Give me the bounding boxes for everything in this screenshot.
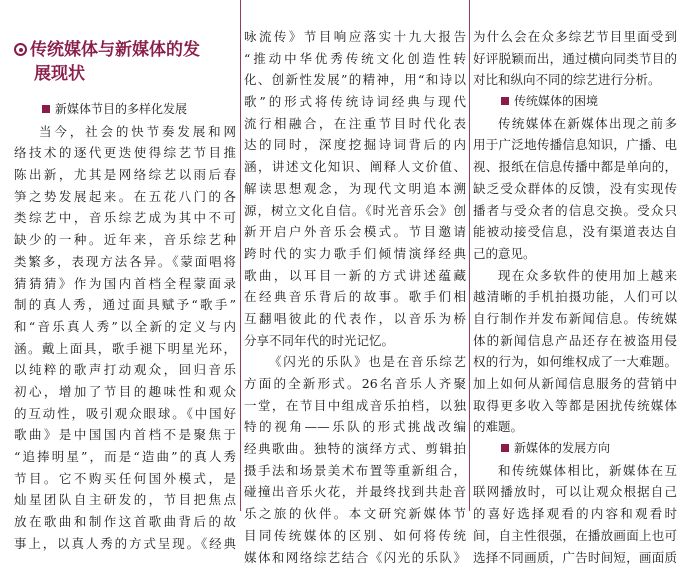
text-line: 联网播放时，可以让观众根据自己 — [473, 481, 677, 503]
text-line: 能被动接受信息，没有渠道表达自 — [473, 221, 677, 243]
column-divider — [240, 0, 241, 511]
text-line: 类综艺中，音乐综艺成为其中不可 — [14, 207, 236, 229]
text-line: 跨时代的实力歌手们倾情演绎经典 — [244, 243, 466, 265]
text-line: 以纯粹的歌声打动观众，回归音乐 — [14, 359, 236, 381]
text-line: 歌曲，以耳目一新的方式讲述蕴藏 — [244, 265, 466, 287]
text-line: 越清晰的手机拍摄功能，人们可以 — [473, 286, 677, 308]
text-line: 事上，以真人秀的方式呈现。《经典 — [14, 533, 236, 555]
square-bullet-icon — [501, 444, 509, 452]
text-line: 传统媒体在新媒体出现之前多 — [473, 113, 677, 135]
text-line: 视、报纸在信息传播中都是单向的， — [473, 156, 677, 178]
text-line: 在经典音乐背后的故事。歌手们相 — [244, 286, 466, 308]
text-line: 歌”的形式将传统诗词经典与现代 — [244, 91, 466, 113]
text-line: 取得更多收入等都是困扰传统媒体 — [473, 395, 677, 417]
section-title — [14, 38, 236, 86]
paragraph — [14, 121, 236, 555]
paragraph — [473, 460, 677, 568]
section-title-line-2: 展现状 — [34, 64, 85, 84]
text-line: 间，自主性很强，在播放画面上也可 — [473, 525, 677, 547]
text-line: 播者与受众者的信息交换。受众只 — [473, 200, 677, 222]
text-line: 分享不同年代的时光记忆。 — [244, 330, 466, 352]
paragraph — [473, 113, 677, 438]
column-3-body — [473, 26, 677, 568]
text-line: 体的新闻信息产品还存在被盗用侵 — [473, 330, 677, 352]
text-line: “追捧明星”，而是“造曲”的真人秀 — [14, 446, 236, 468]
subheading: 传统媒体的困境 — [473, 91, 677, 113]
text-line: 类繁多，表现方法各异。《蒙面唱将 — [14, 251, 236, 273]
text-line: 的喜好选择观看的内容和观看时 — [473, 503, 677, 525]
subheading: 新媒体的发展方向 — [473, 438, 677, 460]
text-line: 目同传统媒体的区别、如何将传统 — [244, 525, 466, 547]
text-line: 络技术的逐代更迭使得综艺节目推 — [14, 142, 236, 164]
text-line: 达的同时，深度挖掘诗词背后的内 — [244, 134, 466, 156]
text-line: 缺少的一种。近年来，音乐综艺种 — [14, 229, 236, 251]
text-line: 节目。它不购买任何国外模式，是 — [14, 468, 236, 490]
column-2-body — [244, 26, 466, 568]
text-line: 歌曲》是中国国内首档不是聚焦于 — [14, 424, 236, 446]
text-line: 摄手法和场景美术布置等重新组合， — [244, 460, 466, 482]
text-line: 己的意见。 — [473, 243, 677, 265]
text-line: 好评脱颖而出，通过横向同类节目的 — [473, 48, 677, 70]
text-line: 方面的全新形式。26名音乐人齐聚 — [244, 373, 466, 395]
text-line: 的互动性，吸引观众眼球。《中国好 — [14, 403, 236, 425]
text-line: 笋之势发展起来。在五花八门的各 — [14, 186, 236, 208]
text-line: 现在众多软件的使用加上越来 — [473, 265, 677, 287]
text-line: 涵。戴上面具，歌手褪下明星光环， — [14, 338, 236, 360]
text-line: 当今，社会的快节奏发展和网 — [14, 121, 236, 143]
text-line: 和“音乐真人秀”以全新的定义与内 — [14, 316, 236, 338]
text-line: 的难题。 — [473, 416, 677, 438]
square-bullet-icon — [501, 97, 509, 105]
text-line: 和传统媒体相比，新媒体在互 — [473, 460, 677, 482]
section-title-line-1: 传统媒体与新媒体的发 — [30, 40, 200, 60]
text-line: 陈出新，尤其是网络综艺以雨后春 — [14, 164, 236, 186]
paragraph — [244, 26, 466, 568]
text-line: 选择不同画质，广告时间短，画面质 — [473, 547, 677, 568]
text-line: 经典歌曲。独特的演绎方式、剪辑拍 — [244, 438, 466, 460]
text-line: 对比和纵向不同的综艺进行分析。 — [473, 69, 677, 91]
text-line: 咏流传》节目响应落实十九大报告 — [244, 26, 466, 48]
text-line: 互翻唱彼此的代表作，以音乐为桥 — [244, 308, 466, 330]
text-line: 《闪光的乐队》也是在音乐综艺 — [244, 351, 466, 373]
text-line: 解读思想观念，为现代文明追本溯 — [244, 178, 466, 200]
text-line: 一堂，在节目中组成音乐拍档，以独 — [244, 395, 466, 417]
bullet-circle-icon — [14, 43, 27, 56]
text-line: 新开启户外音乐会模式。节目邀请 — [244, 221, 466, 243]
paragraph — [473, 26, 677, 91]
column-1-body — [14, 99, 236, 554]
square-bullet-icon — [42, 105, 50, 113]
text-line: 用于广泛地传播信息知识，广播、电 — [473, 134, 677, 156]
text-line: 源，树立文化自信。《时光音乐会》创 — [244, 200, 466, 222]
text-line: 化、创新性发展”的精神，用“和诗以 — [244, 69, 466, 91]
text-line: 制的真人秀，通过面具赋予“歌手” — [14, 294, 236, 316]
text-line: 乐之旅的伙伴。本文研究新媒体节 — [244, 503, 466, 525]
text-line: 媒体和网络综艺结合《闪光的乐队》 — [244, 547, 466, 568]
text-line: 缺乏受众群体的反馈，没有实现传 — [473, 178, 677, 200]
text-line: 自行制作并发布新闻信息。传统媒 — [473, 308, 677, 330]
text-line: “推动中华优秀传统文化创造性转 — [244, 48, 466, 70]
text-line: 碰撞出音乐火花，并最终找到共赴音 — [244, 481, 466, 503]
subheading: 新媒体节目的多样化发展 — [14, 99, 236, 121]
text-line: 加上如何从新闻信息服务的营销中 — [473, 373, 677, 395]
text-line: 灿星团队自主研发的，节目把焦点 — [14, 489, 236, 511]
text-line: 权的行为，如何维权成了一大难题。 — [473, 351, 677, 373]
text-line: 猜猜猜》作为国内首档全程蒙面录 — [14, 273, 236, 295]
text-line: 初心，增加了节目的趣味性和观众 — [14, 381, 236, 403]
text-line: 为什么会在众多综艺节目里面受到 — [473, 26, 677, 48]
text-line: 放在歌曲和制作这首歌曲背后的故 — [14, 511, 236, 533]
text-line: 特的视角——乐队的形式挑战改编 — [244, 416, 466, 438]
text-line: 涵，讲述文化知识、阐释人文价值、 — [244, 156, 466, 178]
column-divider — [469, 0, 470, 511]
text-line: 流行相融合，在注重节目时代化表 — [244, 113, 466, 135]
